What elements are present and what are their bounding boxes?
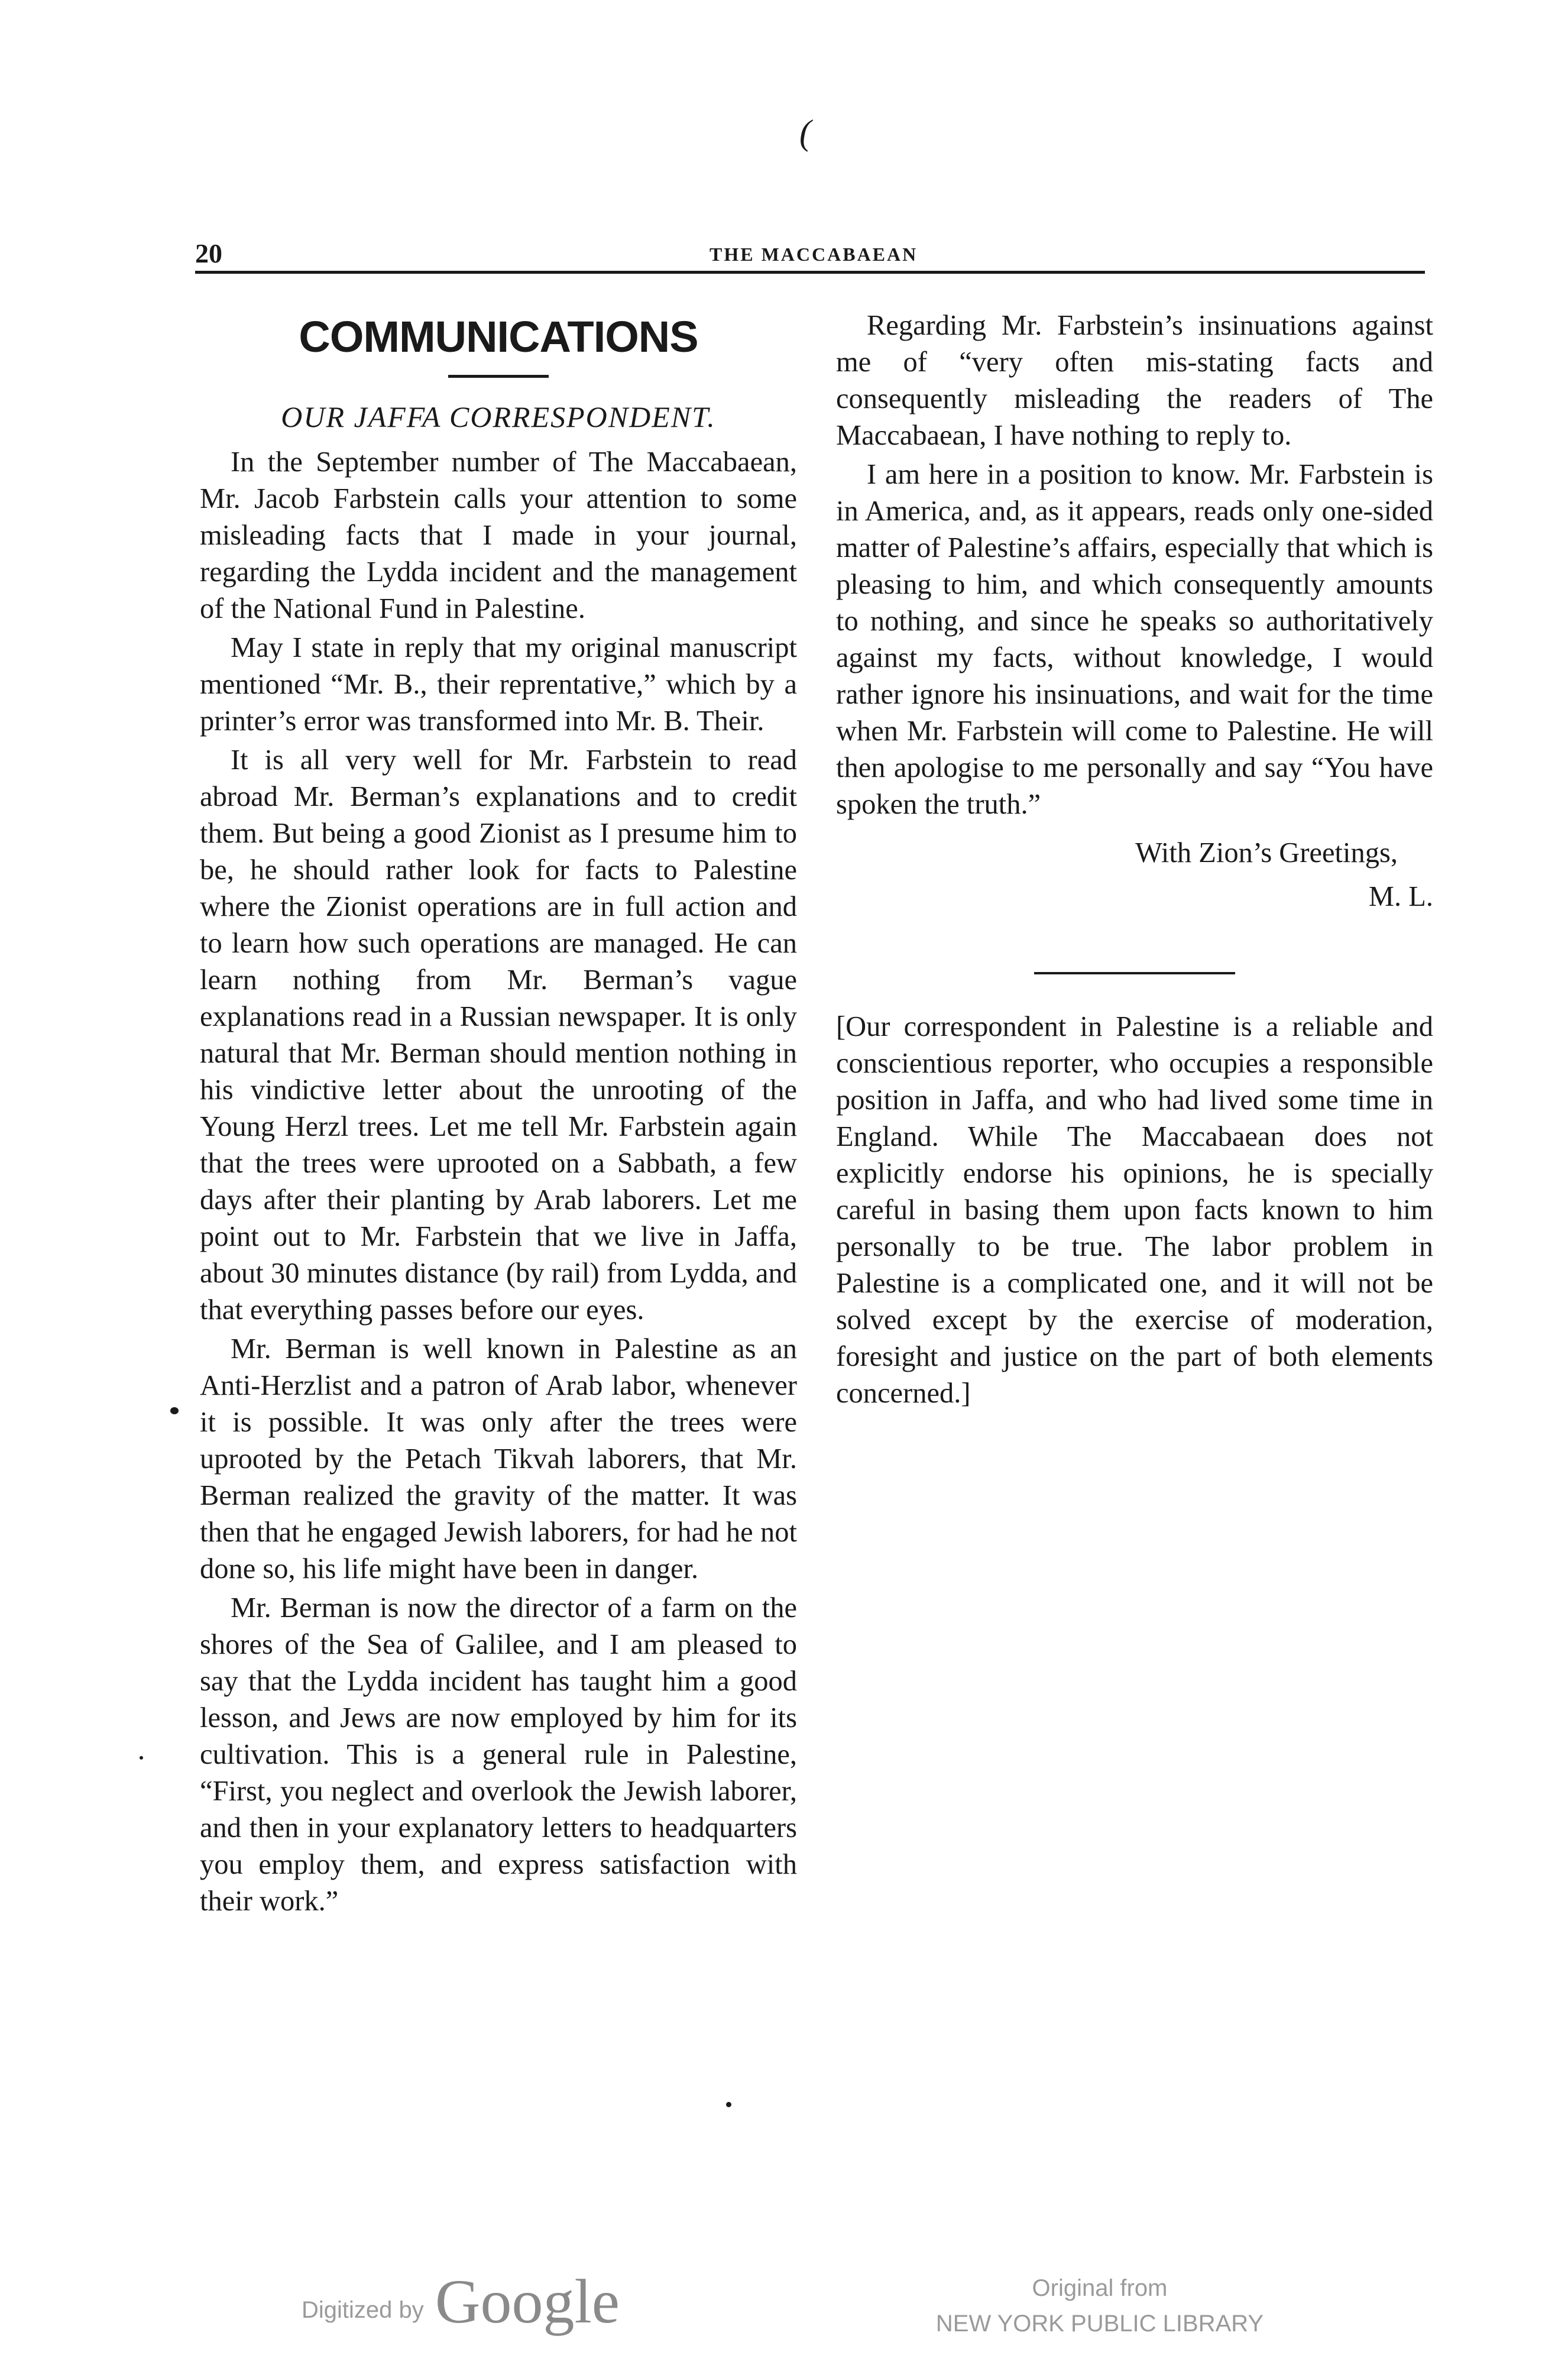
paragraph-6: Regarding Mr. Farbstein’s insinuations against me of “very often mis-stating facts and consequently misleading the readers of The Maccabaean, I have nothing to reply to. bbox=[836, 310, 1433, 451]
scan-speck bbox=[140, 1756, 143, 1760]
digitized-by-watermark bbox=[302, 2266, 620, 2338]
editor-note bbox=[836, 1009, 1433, 1412]
google-logo: Google bbox=[435, 2267, 620, 2336]
section-title: COMMUNICATIONS bbox=[299, 312, 698, 361]
original-from-label: Original from bbox=[1032, 2275, 1168, 2301]
editor-note-text: [Our correspondent in Palestine is a reliable and conscientious reporter, who occupies a responsible position in Jaffa, and who had lived some time in England. While The Maccabaean does not explicitly endorse his opinions, he is specially careful in basing them upon facts known to him personally to be true. The labor problem in Palestine is a complicated one, and it will not be solved except by the exercise of moderation, foresight and justice on the part of both elements concerned.] bbox=[836, 1011, 1433, 1409]
right-column bbox=[836, 307, 1433, 1414]
paragraph-7: I am here in a position to know. Mr. Farbstein is in America, and, as it appears, reads only one-sided matter of Palestine’s affairs, especially that which is pleasing to him, and which consequently amounts to nothing, and since he speaks so authoritatively against my facts, without knowledge, I would rather ignore his insinuations, and wait for the time when Mr. Farbstein will come to Palestine. He will then apologise to me personally and say “You have spoken the truth.” bbox=[836, 459, 1433, 820]
scan-speck bbox=[726, 2102, 731, 2107]
left-column bbox=[200, 307, 797, 1922]
paragraph-2: May I state in reply that my original manuscript mentioned “Mr. B., their reprentative,” which by a printer’s error was transformed into Mr. B. Their. bbox=[200, 632, 797, 737]
stray-mark: ( bbox=[799, 113, 811, 152]
digitized-by-label: Digitized by bbox=[302, 2297, 424, 2323]
title-rule bbox=[448, 375, 549, 378]
signature: M. L. bbox=[1368, 881, 1433, 912]
paragraph-5: Mr. Berman is now the director of a farm on the shores of the Sea of Galilee, and I am pleased to say that the Lydda incident has taught him a good lesson, and Jews are now employed by him for its cultivation. This is a general rule in Palestine, “First, you neglect and overlook the Jewish laborer, and then in your explanatory letters to headquarters you employ them, and express satisfaction with their work.” bbox=[200, 1592, 797, 1917]
header-rule bbox=[195, 271, 1425, 274]
paragraph-1: In the September number of The Maccabaean, Mr. Jacob Farbstein calls your attention to some misleading facts that I made in your journal, regarding the Lydda incident and the management of the National Fund in Palestine. bbox=[200, 446, 797, 624]
library-watermark bbox=[911, 2270, 1289, 2341]
running-head: THE MACCABAEAN bbox=[710, 244, 918, 265]
library-name: NEW YORK PUBLIC LIBRARY bbox=[935, 2311, 1264, 2337]
scan-speck bbox=[170, 1407, 179, 1414]
page-number: 20 bbox=[195, 238, 222, 268]
greeting: With Zion’s Greetings, bbox=[1135, 837, 1398, 869]
article-subheading: OUR JAFFA CORRESPONDENT. bbox=[281, 400, 716, 433]
paragraph-4: Mr. Berman is well known in Palestine as an Anti-Herzlist and a patron of Arab labor, whenever it is possible. It was only after the trees were uprooted by the Petach Tikvah laborers, that Mr. Berman realized the gravity of the matter. It was then that he engaged Jewish laborers, for had he not done so, his life might have been in danger. bbox=[200, 1333, 797, 1585]
paragraph-3: It is all very well for Mr. Farbstein to read abroad Mr. Berman’s explanations and to credit them. But being a good Zionist as I presume him to be, he should rather look for facts to Palestine where the Zionist operations are in full action and to learn how such operations are managed. He can learn nothing from Mr. Berman’s vague explanations read in a Russian newspaper. It is only natural that Mr. Berman should mention nothing in his vindictive letter about the unrooting of the Young Herzl trees. Let me tell Mr. Farbstein again that the trees were uprooted on a Sabbath, a few days after their planting by Arab laborers. Let me point out to Mr. Farbstein that we live in Jaffa, about 30 minutes distance (by rail) from Lydda, and that everything passes before our eyes. bbox=[200, 744, 797, 1326]
section-divider bbox=[1034, 972, 1235, 974]
